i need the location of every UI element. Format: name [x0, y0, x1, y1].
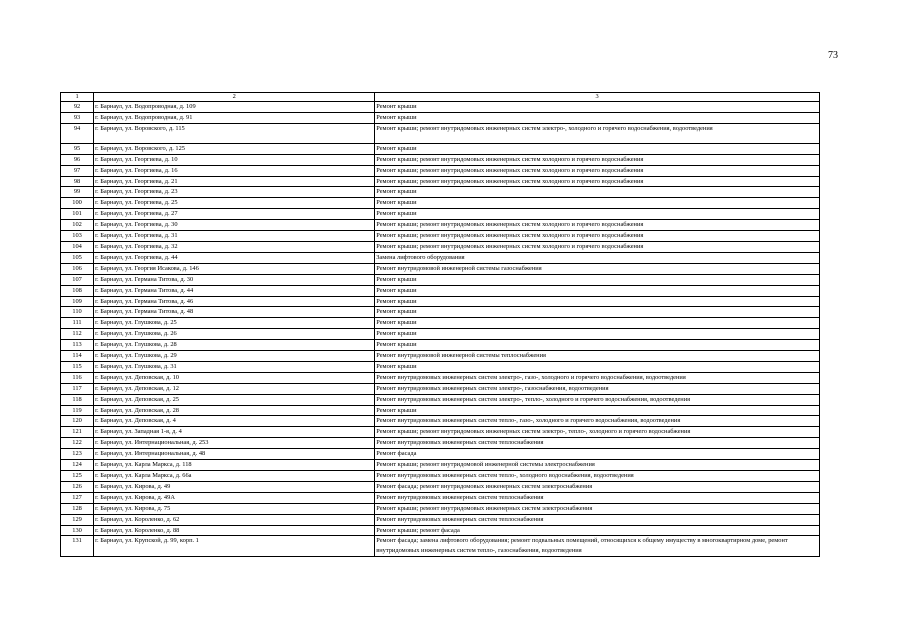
table-row	[61, 372, 820, 383]
table-row	[61, 285, 820, 296]
column-header-works: 3	[375, 93, 820, 102]
row-address: г. Барнаул, ул. Германа Титова, д. 48	[94, 307, 375, 318]
row-number: 120	[61, 416, 94, 427]
row-address: г. Барнаул, ул. Кирова, д. 75	[94, 503, 375, 514]
row-number: 105	[61, 252, 94, 263]
row-address: г. Барнаул, ул. Глушкова, д. 28	[94, 340, 375, 351]
row-address: г. Барнаул, ул. Деповская, д. 4	[94, 416, 375, 427]
row-number: 114	[61, 351, 94, 362]
table-row	[61, 503, 820, 514]
table-row	[61, 102, 820, 113]
row-works: Ремонт крыши	[375, 143, 820, 154]
row-works: Ремонт фасада; ремонт внутридомовых инженерных систем электроснабжения	[375, 481, 820, 492]
row-address: г. Барнаул, ул. Кирова, д. 49А	[94, 492, 375, 503]
row-works: Ремонт крыши; ремонт внутридомовых инженерных систем холодного и горячего водоснабжения	[375, 231, 820, 242]
row-works: Ремонт внутридомовых инженерных систем теплоснабжения	[375, 438, 820, 449]
table-row	[61, 416, 820, 427]
row-number: 122	[61, 438, 94, 449]
row-address: г. Барнаул, ул. Глушкова, д. 31	[94, 361, 375, 372]
table-row	[61, 427, 820, 438]
row-works: Ремонт крыши; ремонт внутридомовых инженерных систем холодного и горячего водоснабжения	[375, 154, 820, 165]
row-works: Ремонт крыши; ремонт внутридомовых инженерных систем холодного и горячего водоснабжения	[375, 165, 820, 176]
row-number: 94	[61, 123, 94, 143]
row-works: Ремонт крыши; ремонт внутридомовых инженерных систем электро-, холодного и горячего водоснабжения, водоотведения	[375, 123, 820, 143]
table-row	[61, 252, 820, 263]
table-row	[61, 383, 820, 394]
row-works: Ремонт внутридомовой инженерной системы теплоснабжения	[375, 351, 820, 362]
row-works: Ремонт крыши	[375, 318, 820, 329]
row-address: г. Барнаул, ул. Деповская, д. 10	[94, 372, 375, 383]
column-header-number: 1	[61, 93, 94, 102]
row-address: г. Барнаул, ул. Георгиева, д. 44	[94, 252, 375, 263]
row-number: 128	[61, 503, 94, 514]
page-number: 73	[828, 50, 838, 61]
table-row	[61, 220, 820, 231]
row-works: Ремонт крыши	[375, 198, 820, 209]
row-works: Ремонт крыши	[375, 112, 820, 123]
row-address: г. Барнаул, ул. Кирова, д. 49	[94, 481, 375, 492]
row-number: 123	[61, 449, 94, 460]
row-number: 109	[61, 296, 94, 307]
row-number: 125	[61, 471, 94, 482]
table-row	[61, 307, 820, 318]
table-row	[61, 112, 820, 123]
row-works: Ремонт внутридомовой инженерной системы газоснабжения	[375, 263, 820, 274]
row-works: Ремонт внутридомовых инженерных систем тепло-, газо-, холодного и горячего водоснабжения, водоотведения	[375, 416, 820, 427]
row-number: 115	[61, 361, 94, 372]
row-works: Ремонт крыши	[375, 340, 820, 351]
table-row	[61, 361, 820, 372]
row-works: Ремонт крыши; ремонт фасада	[375, 525, 820, 536]
row-works: Ремонт внутридомовых инженерных систем электро-, газо-, холодного и горячего водоснабжения, водоотведения	[375, 372, 820, 383]
row-address: г. Барнаул, ул. Глушкова, д. 26	[94, 329, 375, 340]
row-address: г. Барнаул, ул. Германа Титова, д. 46	[94, 296, 375, 307]
table-row	[61, 340, 820, 351]
table-row	[61, 449, 820, 460]
table-row	[61, 165, 820, 176]
table-row	[61, 154, 820, 165]
row-number: 129	[61, 514, 94, 525]
row-number: 124	[61, 460, 94, 471]
row-number: 95	[61, 143, 94, 154]
row-number: 101	[61, 209, 94, 220]
row-works: Ремонт внутридомовых инженерных систем теплоснабжения	[375, 492, 820, 503]
table-row	[61, 394, 820, 405]
row-address: г. Барнаул, ул. Германа Титова, д. 44	[94, 285, 375, 296]
row-works: Ремонт крыши	[375, 187, 820, 198]
table-row	[61, 187, 820, 198]
table-row	[61, 492, 820, 503]
repair-table	[60, 92, 820, 557]
row-address: г. Барнаул, ул. Карла Маркса, д. 118	[94, 460, 375, 471]
table-row	[61, 274, 820, 285]
row-works: Ремонт крыши	[375, 274, 820, 285]
row-address: г. Барнаул, ул. Западная 1-я, д. 4	[94, 427, 375, 438]
row-number: 131	[61, 536, 94, 557]
row-number: 106	[61, 263, 94, 274]
row-works: Ремонт крыши	[375, 307, 820, 318]
row-address: г. Барнаул, ул. Воровского, д. 115	[94, 123, 375, 143]
table-body	[61, 102, 820, 557]
row-works: Замена лифтового оборудования	[375, 252, 820, 263]
row-number: 111	[61, 318, 94, 329]
row-number: 96	[61, 154, 94, 165]
row-address: г. Барнаул, ул. Георгиева, д. 21	[94, 176, 375, 187]
table-row	[61, 438, 820, 449]
table-row	[61, 525, 820, 536]
table-row	[61, 176, 820, 187]
row-works: Ремонт крыши; ремонт внутридомовых инженерных систем холодного и горячего водоснабжения	[375, 241, 820, 252]
row-address: г. Барнаул, ул. Короленко, д. 88	[94, 525, 375, 536]
row-number: 100	[61, 198, 94, 209]
table-row	[61, 460, 820, 471]
row-address: г. Барнаул, ул. Георгиева, д. 10	[94, 154, 375, 165]
row-address: г. Барнаул, ул. Германа Титова, д. 30	[94, 274, 375, 285]
row-number: 92	[61, 102, 94, 113]
column-header-address: 2	[94, 93, 375, 102]
row-address: г. Барнаул, ул. Георгиева, д. 32	[94, 241, 375, 252]
row-address: г. Барнаул, ул. Георгиева, д. 30	[94, 220, 375, 231]
row-number: 121	[61, 427, 94, 438]
row-address: г. Барнаул, ул. Глушкова, д. 25	[94, 318, 375, 329]
row-number: 112	[61, 329, 94, 340]
row-works: Ремонт крыши; ремонт внутридомовых инженерных систем электро-, тепло-, холодного и горячего водоснабжения	[375, 427, 820, 438]
table-row	[61, 231, 820, 242]
row-address: г. Барнаул, ул. Водопроводная, д. 91	[94, 112, 375, 123]
row-address: г. Барнаул, ул. Водопроводная, д. 109	[94, 102, 375, 113]
row-number: 110	[61, 307, 94, 318]
row-number: 130	[61, 525, 94, 536]
row-works: Ремонт внутридомовых инженерных систем теплоснабжения	[375, 514, 820, 525]
row-address: г. Барнаул, ул. Деповская, д. 28	[94, 405, 375, 416]
table-row	[61, 143, 820, 154]
row-address: г. Барнаул, ул. Георгиева, д. 16	[94, 165, 375, 176]
table-row	[61, 241, 820, 252]
row-number: 126	[61, 481, 94, 492]
table-row	[61, 329, 820, 340]
table-row	[61, 514, 820, 525]
row-number: 103	[61, 231, 94, 242]
row-number: 118	[61, 394, 94, 405]
table-row	[61, 296, 820, 307]
table-row	[61, 405, 820, 416]
row-works: Ремонт крыши	[375, 285, 820, 296]
row-works: Ремонт крыши	[375, 361, 820, 372]
row-number: 107	[61, 274, 94, 285]
row-works: Ремонт крыши	[375, 405, 820, 416]
row-address: г. Барнаул, ул. Георгиева, д. 27	[94, 209, 375, 220]
row-address: г. Барнаул, ул. Интернациональная, д. 253	[94, 438, 375, 449]
row-address: г. Барнаул, ул. Георгиева, д. 31	[94, 231, 375, 242]
row-number: 98	[61, 176, 94, 187]
table-row	[61, 536, 820, 557]
row-number: 97	[61, 165, 94, 176]
table-row	[61, 351, 820, 362]
table-row	[61, 471, 820, 482]
row-number: 99	[61, 187, 94, 198]
table-header-row	[61, 93, 820, 102]
row-works: Ремонт крыши; ремонт внутридомовой инженерной системы электроснабжения	[375, 460, 820, 471]
row-works: Ремонт крыши; ремонт внутридомовых инженерных систем электроснабжения	[375, 503, 820, 514]
row-number: 108	[61, 285, 94, 296]
row-works: Ремонт крыши; ремонт внутридомовых инженерных систем холодного и горячего водоснабжения	[375, 176, 820, 187]
row-number: 119	[61, 405, 94, 416]
row-works: Ремонт фасада	[375, 449, 820, 460]
row-address: г. Барнаул, ул. Деповская, д. 25	[94, 394, 375, 405]
row-works: Ремонт внутридомовых инженерных систем тепло-, холодного водоснабжения, водоотведения	[375, 471, 820, 482]
table-row	[61, 263, 820, 274]
row-address: г. Барнаул, ул. Крупской, д. 99, корп. 1	[94, 536, 375, 557]
row-number: 104	[61, 241, 94, 252]
row-works: Ремонт крыши	[375, 102, 820, 113]
table-row	[61, 123, 820, 143]
row-address: г. Барнаул, ул. Георгиева, д. 23	[94, 187, 375, 198]
row-number: 117	[61, 383, 94, 394]
row-address: г. Барнаул, ул. Глушкова, д. 29	[94, 351, 375, 362]
row-number: 127	[61, 492, 94, 503]
row-works: Ремонт фасада; замена лифтового оборудования; ремонт подвальных помещений, относящихся к общему имуществу в многоквартирном доме, ремонт внутридомовых инженерных систем тепло-, газоснабжения, водоотведения	[375, 536, 820, 557]
row-works: Ремонт крыши	[375, 329, 820, 340]
row-address: г. Барнаул, ул. Георгия Исакова, д. 146	[94, 263, 375, 274]
row-number: 102	[61, 220, 94, 231]
row-number: 113	[61, 340, 94, 351]
table-row	[61, 318, 820, 329]
row-works: Ремонт внутридомовых инженерных систем электро-, газоснабжения, водоотведения	[375, 383, 820, 394]
table-row	[61, 209, 820, 220]
row-address: г. Барнаул, ул. Деповская, д. 12	[94, 383, 375, 394]
row-works: Ремонт крыши	[375, 209, 820, 220]
row-address: г. Барнаул, ул. Георгиева, д. 25	[94, 198, 375, 209]
row-works: Ремонт внутридомовых инженерных систем электро-, тепло-, холодного и горячего водоснабжения, водоотведения	[375, 394, 820, 405]
row-address: г. Барнаул, ул. Карла Маркса, д. 66а	[94, 471, 375, 482]
row-address: г. Барнаул, ул. Воровского, д. 125	[94, 143, 375, 154]
row-works: Ремонт крыши	[375, 296, 820, 307]
row-address: г. Барнаул, ул. Интернациональная, д. 48	[94, 449, 375, 460]
row-address: г. Барнаул, ул. Короленко, д. 62	[94, 514, 375, 525]
row-number: 116	[61, 372, 94, 383]
table-row	[61, 481, 820, 492]
table-row	[61, 198, 820, 209]
row-works: Ремонт крыши; ремонт внутридомовых инженерных систем холодного и горячего водоснабжения	[375, 220, 820, 231]
row-number: 93	[61, 112, 94, 123]
